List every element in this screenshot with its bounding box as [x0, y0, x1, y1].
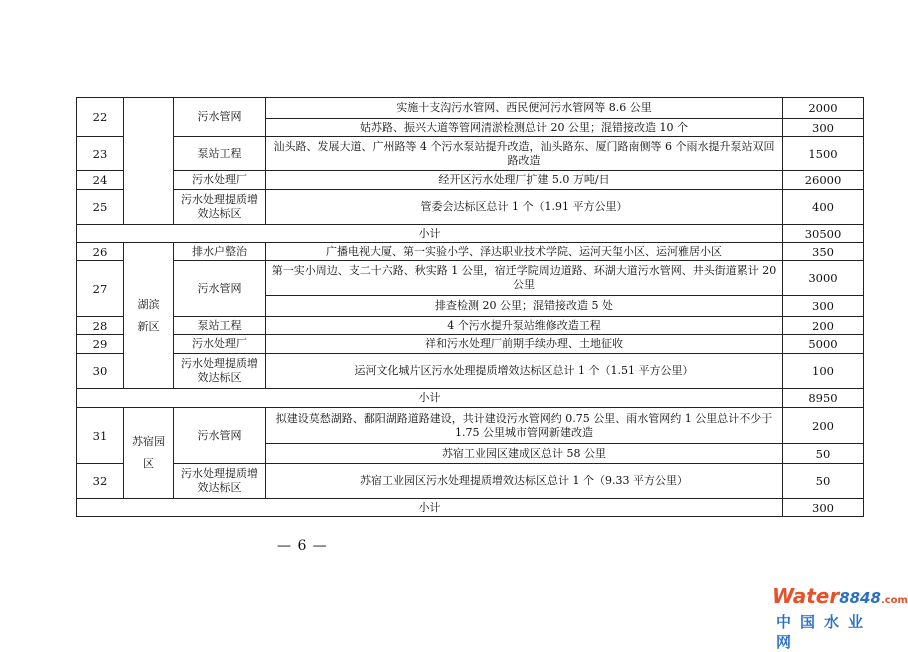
table-row: [77, 354, 864, 389]
row-number: 22: [77, 98, 124, 137]
table-row: [77, 335, 864, 354]
description-cell: 苏宿工业园区建成区总计 58 公里: [266, 444, 783, 464]
table-row: [77, 408, 864, 444]
description-cell: 汕头路、发展大道、广州路等 4 个污水泵站提升改造，汕头路东、厦门路南侧等 6 个雨水提升泵站双回路改造: [266, 137, 783, 171]
amount-cell: 400: [783, 190, 864, 225]
table-row: [77, 464, 864, 499]
row-number: 29: [77, 335, 124, 354]
amount-cell: 2000: [783, 98, 864, 119]
category-cell: 污水处理厂: [174, 171, 266, 190]
category-cell: 污水处理提质增效达标区: [174, 190, 266, 225]
subtotal-amount: 30500: [783, 225, 864, 243]
row-number: 23: [77, 137, 124, 171]
table-row: [77, 98, 864, 119]
amount-cell: 200: [783, 317, 864, 335]
logo-digits: 8848: [839, 589, 881, 607]
category-cell: 泵站工程: [174, 137, 266, 171]
description-cell: 祥和污水处理厂前期手续办理、土地征收: [266, 335, 783, 354]
row-number: 25: [77, 190, 124, 225]
row-number: 26: [77, 243, 124, 261]
category-cell: 污水处理提质增效达标区: [174, 354, 266, 389]
table-row: [77, 243, 864, 261]
amount-cell: 300: [783, 296, 864, 317]
description-cell: 拟建设莫愁湖路、鄱阳湖路道路建设，共计建设污水管网约 0.75 公里、雨水管网约 1 公里总计不少于 1.75 公里城市管网新建改造: [266, 408, 783, 444]
amount-cell: 1500: [783, 137, 864, 171]
table-row: [77, 261, 864, 296]
subtotal-row: [77, 225, 864, 243]
row-number: 30: [77, 354, 124, 389]
amount-cell: 50: [783, 464, 864, 499]
amount-cell: 200: [783, 408, 864, 444]
amount-cell: 5000: [783, 335, 864, 354]
logo-suffix: .com: [880, 595, 908, 606]
description-cell: 4 个污水提升泵站维修改造工程: [266, 317, 783, 335]
subtotal-amount: 8950: [783, 389, 864, 408]
amount-cell: 26000: [783, 171, 864, 190]
description-cell: 姑苏路、振兴大道等管网清淤检测总计 20 公里；混错接改造 10 个: [266, 119, 783, 137]
subtotal-label: 小计: [77, 389, 783, 408]
subtotal-row: [77, 499, 864, 517]
page-number: — 6 —: [277, 538, 328, 554]
subtotal-amount: 300: [783, 499, 864, 517]
table-row: [77, 171, 864, 190]
row-number: 32: [77, 464, 124, 499]
region-cell: 湖滨新区: [124, 243, 174, 389]
category-cell: 排水户整治: [174, 243, 266, 261]
project-table-full: [76, 97, 864, 517]
amount-cell: 300: [783, 119, 864, 137]
category-cell: 泵站工程: [174, 317, 266, 335]
row-number: 28: [77, 317, 124, 335]
region-cell-blank: [124, 98, 174, 225]
logo-chinese-name: 中国水业网: [776, 613, 873, 651]
row-number: 24: [77, 171, 124, 190]
subtotal-row: [77, 389, 864, 408]
amount-cell: 350: [783, 243, 864, 261]
description-cell: 广播电视大厦、第一实验小学、泽达职业技术学院、运河天玺小区、运河雅居小区: [266, 243, 783, 261]
description-cell: 实施十支沟污水管网、西民便河污水管网等 8.6 公里: [266, 98, 783, 119]
category-cell: 污水处理提质增效达标区: [174, 464, 266, 499]
subtotal-label: 小计: [77, 499, 783, 517]
category-cell: 污水管网: [174, 408, 266, 464]
category-cell: 污水处理厂: [174, 335, 266, 354]
amount-cell: 3000: [783, 261, 864, 296]
category-cell: 污水管网: [174, 261, 266, 317]
description-cell: 排查检测 20 公里；混错接改造 5 处: [266, 296, 783, 317]
water8848-logo: [772, 584, 908, 651]
description-cell: 第一实小周边、支二十六路、秋实路 1 公里，宿迁学院周边道路、环湖大道污水管网、井头街道累计 20 公里: [266, 261, 783, 296]
logo-wordmark: [772, 584, 908, 612]
description-cell: 管委会达标区总计 1 个（1.91 平方公里）: [266, 190, 783, 225]
table-row: [77, 190, 864, 225]
table-row: [77, 317, 864, 335]
table-row: [77, 137, 864, 171]
description-cell: 经开区污水处理厂扩建 5.0 万吨/日: [266, 171, 783, 190]
description-cell: 运河文化城片区污水处理提质增效达标区总计 1 个（1.51 平方公里）: [266, 354, 783, 389]
subtotal-label: 小计: [77, 225, 783, 243]
category-cell: 污水管网: [174, 98, 266, 137]
amount-cell: 100: [783, 354, 864, 389]
logo-brand: Water: [772, 584, 840, 608]
description-cell: 苏宿工业园区污水处理提质增效达标区总计 1 个（9.33 平方公里）: [266, 464, 783, 499]
row-number: 27: [77, 261, 124, 317]
region-cell: 苏宿园区: [124, 408, 174, 499]
row-number: 31: [77, 408, 124, 464]
amount-cell: 50: [783, 444, 864, 464]
